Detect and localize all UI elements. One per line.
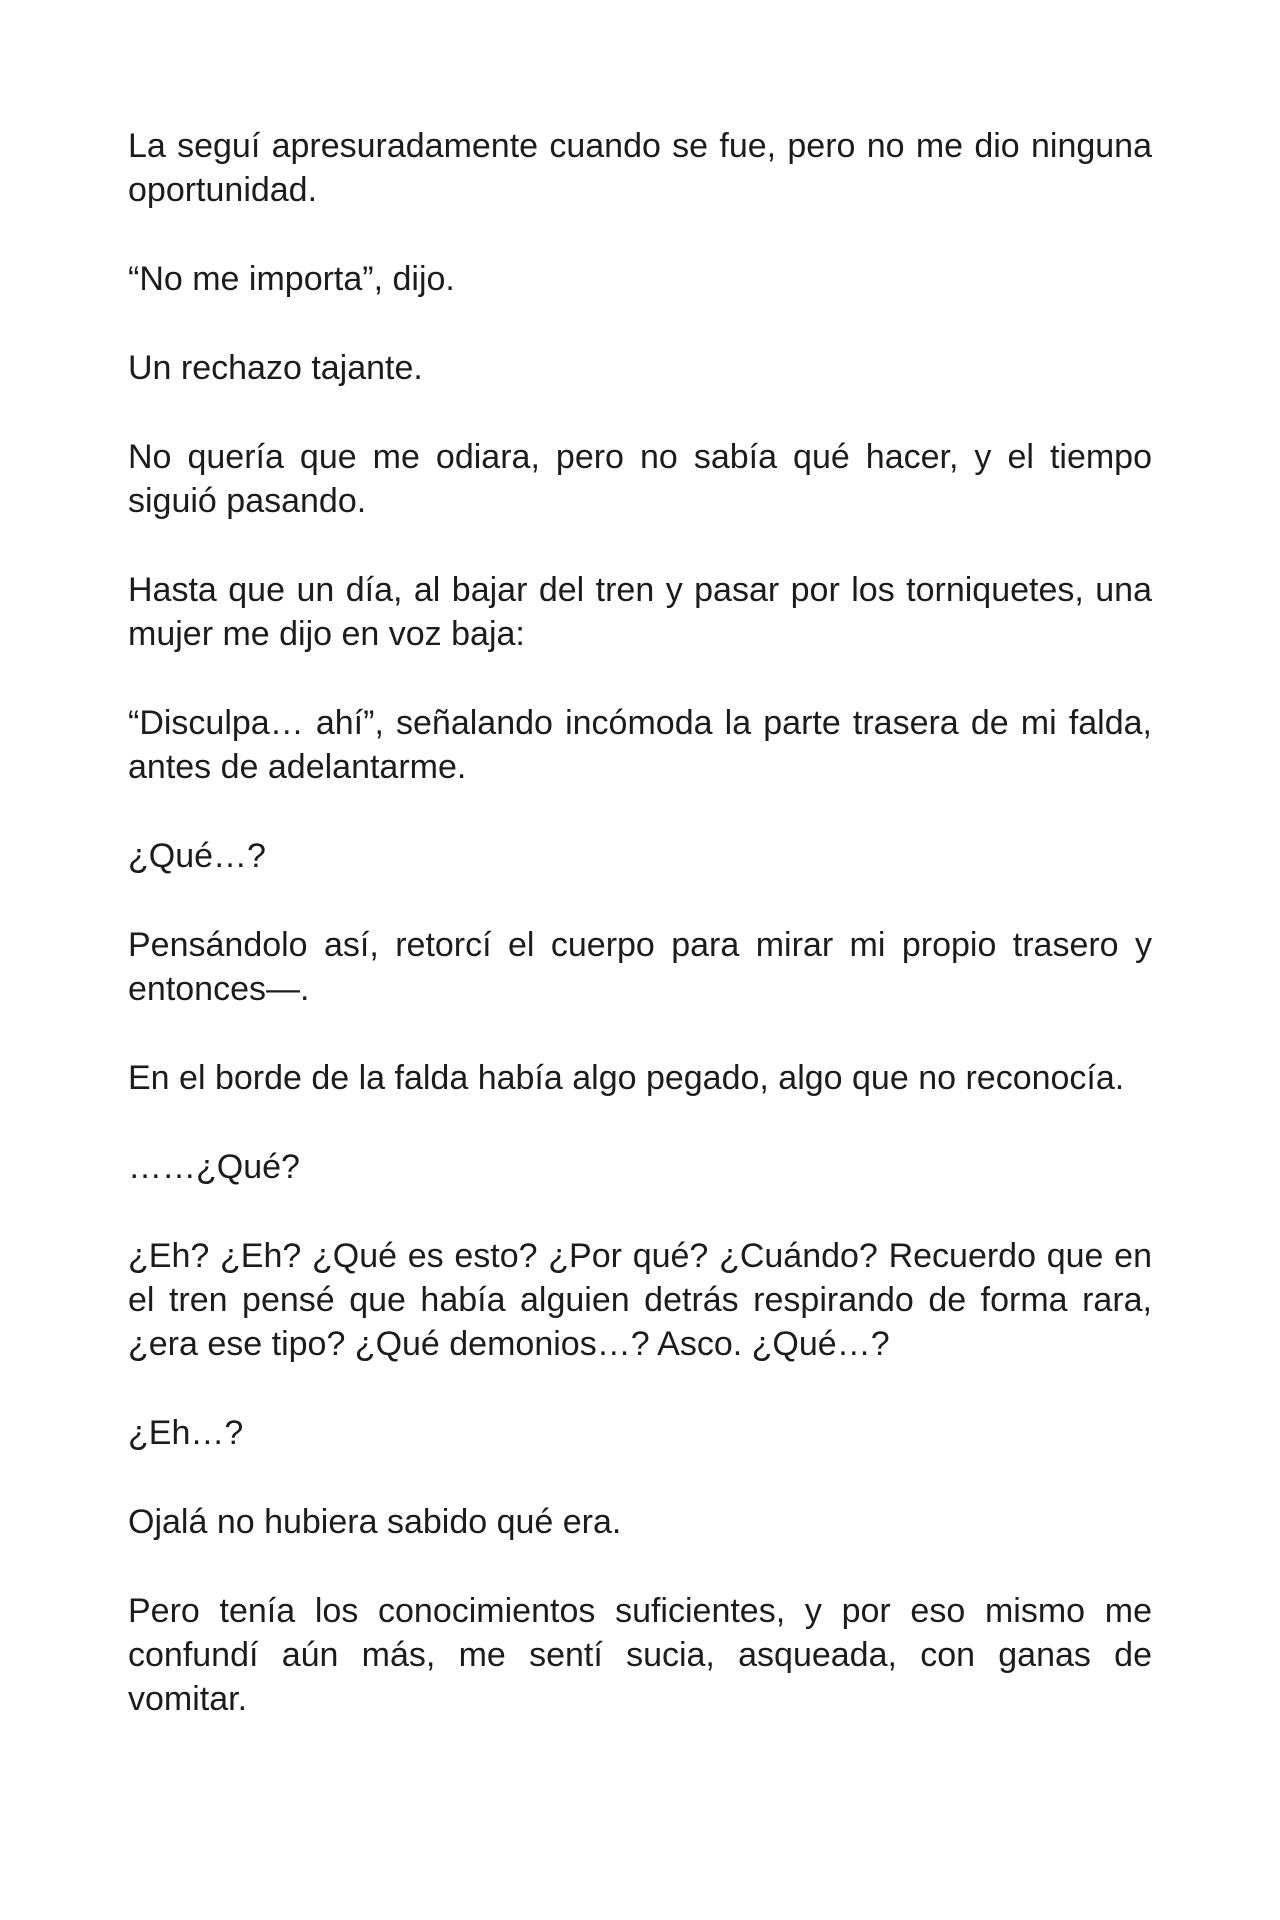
paragraph-11: ¿Eh? ¿Eh? ¿Qué es esto? ¿Por qué? ¿Cuándo? Recuerdo que en el tren pensé que había alguien detrás respirando de forma rara, ¿era ese tipo? ¿Qué demonios…? Asco. ¿Qué…? xyxy=(128,1237,1152,1363)
paragraph-6: “Disculpa… ahí”, señalando incómoda la parte trasera de mi falda, antes de adelantarme. xyxy=(128,704,1152,786)
paragraph-8: Pensándolo así, retorcí el cuerpo para mirar mi propio trasero y entonces—. xyxy=(128,926,1152,1008)
paragraph-10: ……¿Qué? xyxy=(128,1148,300,1186)
paragraph-3: Un rechazo tajante. xyxy=(128,349,423,387)
paragraph-12: ¿Eh…? xyxy=(128,1414,244,1452)
paragraph-7: ¿Qué…? xyxy=(128,837,266,875)
paragraph-13: Ojalá no hubiera sabido qué era. xyxy=(128,1503,622,1541)
paragraph-9: En el borde de la falda había algo pegado, algo que no reconocía. xyxy=(128,1059,1125,1097)
paragraph-2: “No me importa”, dijo. xyxy=(128,260,455,298)
paragraph-14: Pero tenía los conocimientos suficientes, y por eso mismo me confundí aún más, me sentí sucia, asqueada, con ganas de vomitar. xyxy=(128,1592,1152,1718)
text-body xyxy=(128,124,1152,1766)
paragraph-1: La seguí apresuradamente cuando se fue, pero no me dio ninguna oportunidad. xyxy=(128,127,1152,209)
paragraph-4: No quería que me odiara, pero no sabía qué hacer, y el tiempo siguió pasando. xyxy=(128,438,1152,520)
paragraph-5: Hasta que un día, al bajar del tren y pasar por los torniquetes, una mujer me dijo en voz baja: xyxy=(128,571,1152,653)
